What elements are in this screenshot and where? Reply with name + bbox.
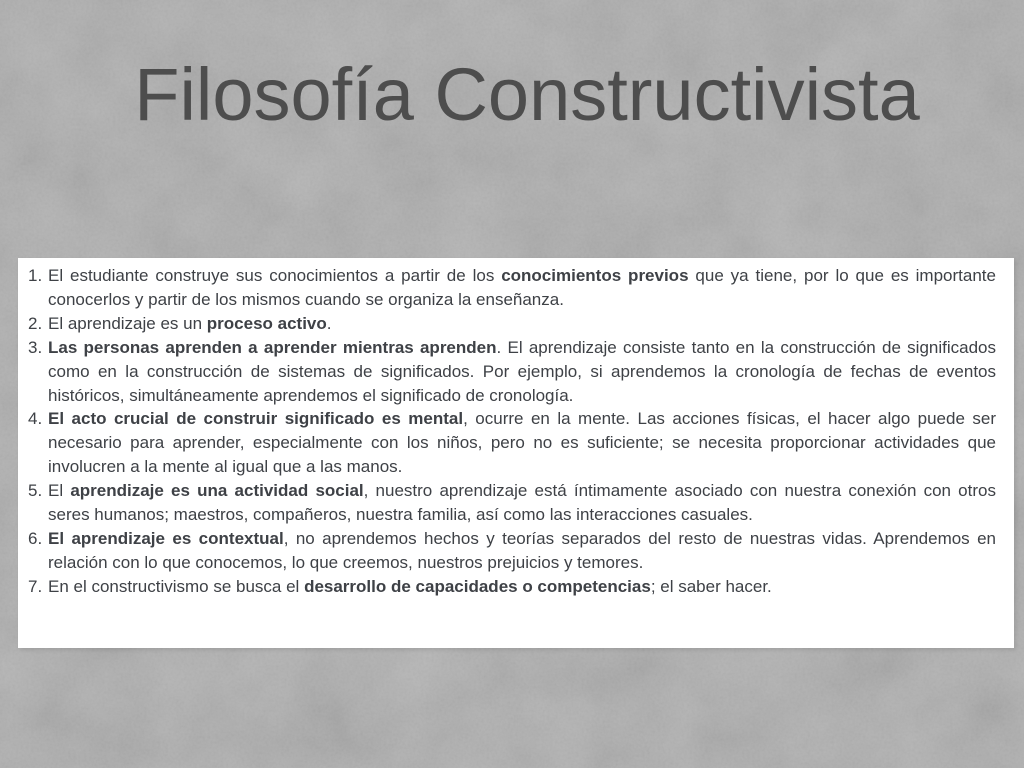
list-item-bold-text: conocimientos previos bbox=[501, 266, 689, 285]
list-item-text: , ocurre en la mente. Las acciones físicas, el hacer algo puede ser necesario para aprender, especialmente con los niños, pero no es suficiente; se necesita proporcionar actividades que involucren a la mente al igual que a las manos. bbox=[48, 409, 997, 477]
list-item bbox=[28, 407, 996, 479]
list-item-bold-text: aprendizaje es una actividad social bbox=[70, 481, 364, 501]
list-item-number: 6. bbox=[28, 528, 43, 548]
list-item-text: que ya tiene, por lo que es importante conocerlos y partir de los mismos cuando se organiza la enseñanza. bbox=[48, 266, 996, 309]
list-item-text: , no aprendemos hechos y teorías separados del resto de nuestras vidas. Aprendemos en relación con lo que conocemos, lo que creemos, nuestros prejuicios y temores. bbox=[48, 528, 996, 572]
list-item-bold-text: desarrollo de capacidades o competencias bbox=[304, 576, 651, 596]
content-box bbox=[18, 258, 1014, 648]
list-item-number: 1. bbox=[28, 266, 43, 285]
list-item-bold-text: El aprendizaje es contextual bbox=[48, 528, 284, 548]
list-item-text: En el constructivismo se busca el bbox=[48, 576, 305, 596]
list-item-bold-text: Las personas aprenden a aprender mientras aprenden bbox=[48, 337, 497, 357]
list-item-number: 5. bbox=[28, 481, 43, 501]
list-item-text: . bbox=[326, 313, 332, 333]
constructivism-list bbox=[28, 264, 996, 599]
list-item bbox=[28, 479, 996, 527]
list-item-bold-text: proceso activo bbox=[206, 313, 327, 333]
list-item bbox=[28, 312, 996, 336]
list-item-number: 4. bbox=[28, 409, 43, 429]
list-item-text: ; el saber hacer. bbox=[650, 576, 772, 596]
list-item-number: 7. bbox=[28, 576, 43, 596]
slide-title: Filosofía Constructivista bbox=[134, 53, 920, 136]
list-item-text: El estudiante construye sus conocimientos a partir de los bbox=[48, 266, 502, 285]
list-item-number: 2. bbox=[28, 313, 43, 333]
list-item-text: , nuestro aprendizaje está íntimamente asociado con nuestra conexión con otros seres humanos; maestros, compañeros, nuestra familia, así como las interacciones casuales. bbox=[48, 481, 996, 525]
list-item bbox=[28, 336, 996, 408]
list-item bbox=[28, 575, 996, 599]
list-item-text: El bbox=[48, 481, 71, 501]
list-item-bold-text: El acto crucial de construir significado es mental bbox=[48, 409, 464, 429]
list-item-number: 3. bbox=[28, 337, 43, 357]
list-item bbox=[28, 527, 996, 575]
list-item bbox=[28, 264, 996, 312]
list-item-text: . El aprendizaje consiste tanto en la construcción de significados como en la construcción de sistemas de significados. Por ejemplo, si aprendemos la cronología de fechas de eventos históricos, simultáneamente aprendemos el significado de cronología. bbox=[48, 337, 996, 405]
list-item-text: El aprendizaje es un bbox=[48, 313, 207, 333]
